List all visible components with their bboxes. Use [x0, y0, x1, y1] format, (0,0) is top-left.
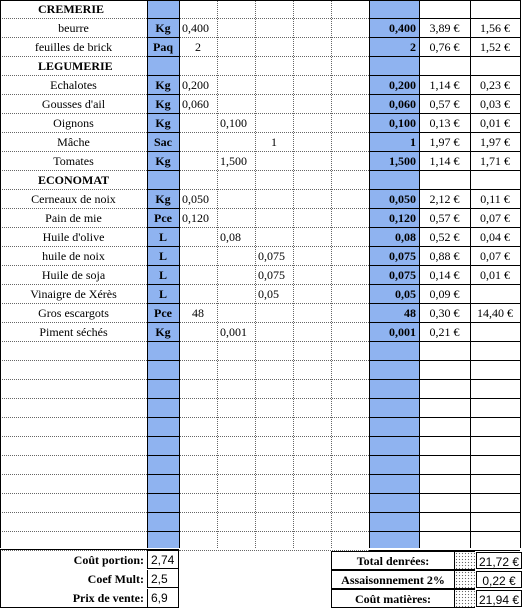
row-gridline [369, 398, 419, 399]
line-cost-cell[interactable]: 0,07 € [480, 211, 510, 225]
row-gridline [147, 493, 179, 494]
quantity-cell-1[interactable]: 0,400 [182, 21, 209, 35]
ingredient-name[interactable]: Pain de mie [45, 211, 102, 225]
row-gridline [0, 360, 147, 361]
quantity-cell-3[interactable]: 0,075 [258, 268, 285, 282]
quantity-cell-4[interactable] [293, 285, 331, 304]
row-gridline [0, 379, 147, 380]
line-cost-cell[interactable]: 0,04 € [480, 230, 510, 244]
quantity-cell-1[interactable]: 0,060 [182, 97, 209, 111]
quantity-cell-4[interactable] [293, 304, 331, 323]
total-quantity-cell[interactable]: 0,050 [389, 192, 416, 206]
row-gridline [0, 474, 147, 475]
column-gridline [520, 0, 521, 548]
row-gridline [179, 398, 369, 399]
total-quantity-cell[interactable]: 0,200 [389, 78, 416, 92]
quantity-cell-2[interactable] [217, 304, 255, 323]
ingredient-name[interactable]: Oignons [53, 116, 94, 130]
row-gridline [369, 436, 419, 437]
unit-price-cell[interactable]: 0,14 € [429, 268, 460, 282]
total-quantity-cell[interactable]: 0,05 [395, 287, 416, 301]
unit-cell[interactable]: L [158, 230, 167, 244]
line-cost-cell[interactable]: 0,11 € [480, 192, 510, 206]
quantity-cell-4[interactable] [293, 133, 331, 152]
row-gridline [179, 379, 369, 380]
unit-cell[interactable]: Kg [155, 154, 171, 168]
quantity-cell-1[interactable]: 2 [195, 40, 201, 54]
unit-price-cell[interactable]: 0,21 € [429, 325, 460, 339]
total-quantity-cell[interactable]: 1 [410, 135, 416, 149]
unit-cell[interactable]: L [158, 287, 167, 301]
quantity-cell-3[interactable] [255, 190, 293, 209]
quantity-cell-2[interactable] [217, 76, 255, 95]
unit-price-cell[interactable]: 1,14 € [429, 78, 460, 92]
category-header[interactable]: CREMERIE [38, 2, 105, 16]
summary-value[interactable]: 2,74 [147, 551, 179, 569]
summary-value[interactable]: 0,22 € [476, 571, 522, 588]
line-cost-cell[interactable]: 1,56 € [480, 21, 510, 35]
unit-price-cell[interactable]: 1,14 € [429, 154, 460, 168]
unit-price-cell[interactable]: 0,52 € [429, 230, 460, 244]
ingredient-name[interactable]: Huile d'olive [42, 230, 105, 244]
quantity-cell-1[interactable] [179, 266, 217, 285]
quantity-cell-3[interactable] [255, 114, 293, 133]
line-cost-cell[interactable] [470, 323, 520, 342]
quantity-cell-2[interactable] [217, 247, 255, 266]
line-cost-cell[interactable] [470, 285, 520, 304]
summary-label: Prix de vente: [72, 591, 144, 605]
quantity-cell-3[interactable] [255, 19, 293, 38]
quantity-cell-3[interactable] [255, 38, 293, 57]
unit-price-cell[interactable]: 0,57 € [429, 97, 460, 111]
quantity-cell-2[interactable]: 0,001 [220, 325, 247, 339]
row-gridline [147, 379, 179, 380]
quantity-cell-2[interactable] [217, 285, 255, 304]
unit-cell[interactable]: L [158, 249, 167, 263]
summary-label: Coef Mult: [87, 572, 144, 586]
unit-price-cell[interactable]: 0,30 € [429, 306, 460, 320]
quantity-cell-4[interactable] [293, 76, 331, 95]
ingredient-name[interactable]: Gros escargots [38, 306, 109, 320]
summary-value[interactable]: 2,5 [147, 570, 179, 588]
total-quantity-cell[interactable]: 0,075 [389, 249, 416, 263]
quantity-cell-4[interactable] [293, 247, 331, 266]
line-cost-cell[interactable]: 1,97 € [480, 135, 510, 149]
row-gridline [0, 493, 147, 494]
row-gridline [179, 531, 369, 532]
unit-price-cell[interactable]: 0,13 € [429, 116, 460, 130]
unit-price-cell[interactable]: 0,88 € [429, 249, 460, 263]
unit-price-cell[interactable]: 1,97 € [429, 135, 460, 149]
quantity-cell-4[interactable] [293, 209, 331, 228]
quantity-cell-3[interactable] [255, 209, 293, 228]
quantity-cell-4[interactable] [293, 38, 331, 57]
ingredient-name[interactable]: beurre [58, 21, 89, 35]
total-quantity-cell[interactable]: 2 [410, 40, 416, 54]
row-gridline [147, 474, 179, 475]
quantity-cell-3[interactable]: 0,05 [258, 287, 279, 301]
quantity-cell-3[interactable] [255, 95, 293, 114]
row-gridline [369, 455, 419, 456]
quantity-cell-4[interactable] [293, 228, 331, 247]
total-quantity-cell[interactable]: 0,120 [389, 211, 416, 225]
row-gridline [0, 531, 147, 532]
ingredient-name[interactable]: huile de noix [42, 249, 105, 263]
quantity-cell-2[interactable] [217, 190, 255, 209]
row-gridline [369, 512, 419, 513]
summary-label: Coût matières: [331, 589, 455, 608]
summary-label: Assaisonnement 2% [331, 570, 455, 589]
ingredient-name[interactable]: Vinaigre de Xérès [30, 287, 117, 301]
unit-price-cell[interactable]: 0,76 € [429, 40, 460, 54]
quantity-cell-2[interactable] [217, 95, 255, 114]
unit-price-cell[interactable]: 3,89 € [429, 21, 460, 35]
unit-cell[interactable]: Kg [155, 78, 171, 92]
quantity-cell-3[interactable] [255, 76, 293, 95]
unit-price-cell[interactable]: 2,12 € [429, 192, 460, 206]
unit-cell[interactable]: L [158, 268, 167, 282]
quantity-cell-2[interactable] [217, 266, 255, 285]
line-cost-cell[interactable]: 1,71 € [480, 154, 510, 168]
quantity-cell-4[interactable] [293, 95, 331, 114]
quantity-cell-1[interactable] [179, 323, 217, 342]
total-quantity-cell[interactable]: 0,400 [389, 21, 416, 35]
ingredient-name[interactable]: Cerneaux de noix [31, 192, 116, 206]
summary-pattern-fill [455, 551, 475, 570]
quantity-cell-2[interactable]: 0,100 [220, 116, 247, 130]
row-gridline [369, 417, 419, 418]
unit-cell[interactable]: Paq [152, 40, 173, 54]
summary-pattern-fill [455, 570, 475, 589]
quantity-cell-2[interactable]: 0,08 [220, 230, 241, 244]
total-quantity-cell[interactable]: 0,060 [389, 97, 416, 111]
unit-price-cell[interactable]: 0,09 € [429, 287, 460, 301]
summary-value[interactable]: 6,9 [147, 589, 179, 607]
ingredient-name[interactable]: Echalotes [50, 78, 97, 92]
quantity-cell-2[interactable] [217, 209, 255, 228]
quantity-cell-4[interactable] [293, 152, 331, 171]
ingredient-name[interactable]: Gousses d'ail [41, 97, 106, 111]
row-gridline [0, 436, 147, 437]
total-quantity-cell[interactable]: 1,500 [389, 154, 416, 168]
total-quantity-cell[interactable]: 0,08 [395, 230, 416, 244]
quantity-cell-1[interactable]: 0,120 [182, 211, 209, 225]
row-gridline [0, 512, 147, 513]
unit-cell[interactable]: Kg [155, 116, 171, 130]
row-gridline [147, 417, 179, 418]
quantity-cell-3[interactable]: 1 [271, 135, 277, 149]
unit-cell[interactable]: Sac [154, 135, 172, 149]
row-gridline [369, 474, 419, 475]
quantity-cell-2[interactable]: 1,500 [220, 154, 247, 168]
quantity-cell-4[interactable] [293, 323, 331, 342]
unit-cell[interactable]: Kg [155, 97, 171, 111]
summary-value[interactable]: 21,72 € [476, 552, 522, 569]
line-cost-cell[interactable]: 14,40 € [477, 306, 513, 320]
total-quantity-cell[interactable]: 48 [404, 306, 416, 320]
quantity-cell-1[interactable] [179, 114, 217, 133]
quantity-cell-1[interactable] [179, 247, 217, 266]
line-cost-cell[interactable]: 0,07 € [480, 249, 510, 263]
row-gridline [147, 360, 179, 361]
total-quantity-cell[interactable]: 0,001 [389, 325, 416, 339]
quantity-cell-1[interactable] [179, 228, 217, 247]
unit-cell[interactable]: Pce [154, 306, 172, 320]
total-quantity-cell[interactable]: 0,100 [389, 116, 416, 130]
quantity-cell-2[interactable] [217, 38, 255, 57]
line-cost-cell[interactable]: 0,01 € [480, 268, 510, 282]
line-cost-cell[interactable]: 1,52 € [480, 40, 510, 54]
row-gridline [0, 398, 147, 399]
quantity-cell-1[interactable] [179, 133, 217, 152]
line-cost-cell[interactable]: 0,03 € [480, 97, 510, 111]
ingredient-name[interactable]: Mâche [57, 135, 90, 149]
quantity-cell-1[interactable]: 48 [192, 306, 204, 320]
row-gridline [179, 417, 369, 418]
category-header[interactable]: ECONOMAT [38, 173, 110, 187]
quantity-cell-2[interactable] [217, 133, 255, 152]
unit-cell[interactable]: Kg [155, 325, 171, 339]
unit-price-cell[interactable]: 0,57 € [429, 211, 460, 225]
row-gridline [179, 493, 369, 494]
quantity-cell-2[interactable] [217, 19, 255, 38]
ingredient-name[interactable]: Piment séchés [39, 325, 108, 339]
row-gridline [147, 455, 179, 456]
row-gridline [179, 436, 369, 437]
quantity-cell-4[interactable] [293, 266, 331, 285]
quantity-cell-1[interactable]: 0,200 [182, 78, 209, 92]
unit-cell[interactable]: Pce [154, 211, 172, 225]
unit-cell[interactable]: Kg [155, 21, 171, 35]
summary-value[interactable]: 21,94 € [476, 590, 522, 607]
row-gridline [369, 531, 419, 532]
row-gridline [179, 512, 369, 513]
row-gridline [369, 493, 419, 494]
quantity-cell-3[interactable] [255, 304, 293, 323]
category-header[interactable]: LEGUMERIE [38, 59, 113, 73]
summary-label: Total denrées: [331, 551, 455, 570]
summary-label: Coût portion: [73, 553, 144, 567]
quantity-cell-3[interactable]: 0,075 [258, 249, 285, 263]
quantity-cell-3[interactable] [255, 228, 293, 247]
quantity-cell-4[interactable] [293, 114, 331, 133]
quantity-cell-3[interactable] [255, 152, 293, 171]
quantity-cell-3[interactable] [255, 323, 293, 342]
row-gridline [147, 398, 179, 399]
row-gridline [179, 360, 369, 361]
unit-cell[interactable]: Kg [155, 192, 171, 206]
quantity-cell-1[interactable] [179, 152, 217, 171]
row-gridline [0, 455, 147, 456]
row-gridline [179, 455, 369, 456]
row-gridline [369, 360, 419, 361]
row-gridline [147, 436, 179, 437]
row-gridline [369, 379, 419, 380]
quantity-cell-4[interactable] [293, 190, 331, 209]
ingredient-name[interactable]: Huile de soja [41, 268, 106, 282]
quantity-cell-4[interactable] [293, 19, 331, 38]
row-gridline [179, 474, 369, 475]
line-cost-cell[interactable]: 0,01 € [480, 116, 510, 130]
quantity-cell-1[interactable]: 0,050 [182, 192, 209, 206]
ingredient-name[interactable]: Tomates [53, 154, 94, 168]
total-quantity-cell[interactable]: 0,075 [389, 268, 416, 282]
row-gridline [147, 531, 179, 532]
column-gridline [331, 0, 332, 548]
ingredient-name[interactable]: feuilles de brick [34, 40, 113, 54]
row-gridline [0, 417, 147, 418]
line-cost-cell[interactable]: 0,23 € [480, 78, 510, 92]
quantity-cell-1[interactable] [179, 285, 217, 304]
summary-pattern-fill [455, 589, 475, 608]
row-gridline [147, 512, 179, 513]
